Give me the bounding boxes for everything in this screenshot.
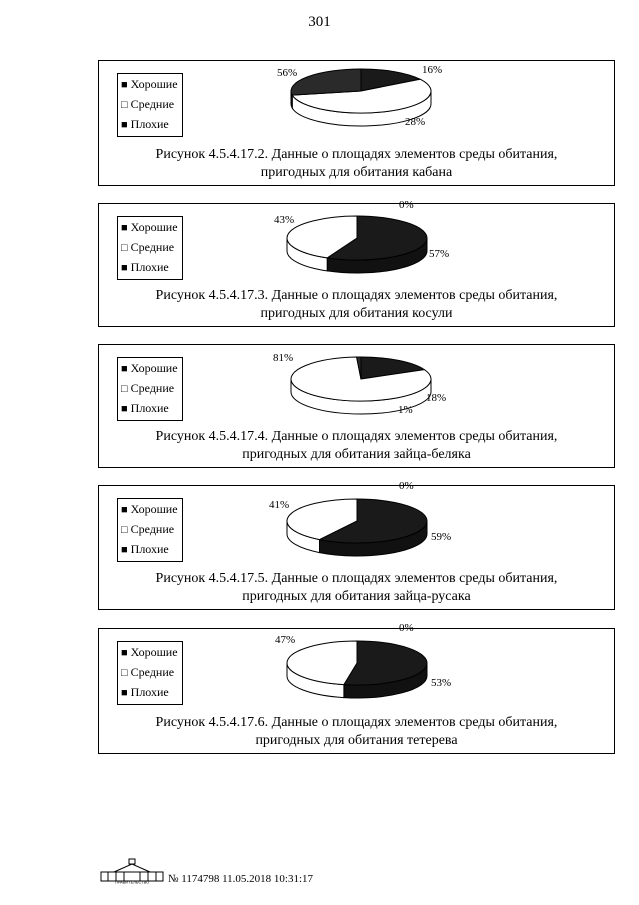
legend-item xyxy=(121,663,178,683)
legend-label: Плохие xyxy=(130,117,169,131)
caption-line: Рисунок 4.5.4.17.2. Данные о площадях элементов среды обитания, xyxy=(155,147,558,162)
legend-swatch-icon: ■ xyxy=(121,647,128,659)
caption-line: пригодных для обитания кабана xyxy=(260,165,453,180)
legend-swatch-icon: ■ xyxy=(121,262,128,274)
data-label: 56% xyxy=(277,67,298,79)
figure-2 xyxy=(98,199,615,327)
data-label: 43% xyxy=(274,214,295,226)
legend-item xyxy=(121,75,178,95)
legend xyxy=(117,498,183,562)
data-label: 53% xyxy=(431,677,452,689)
legend-label: Плохие xyxy=(130,542,169,556)
legend-label: Средние xyxy=(130,97,175,111)
caption-line: Рисунок 4.5.4.17.3. Данные о площадях элементов среды обитания, xyxy=(155,288,558,303)
pie-slice-Плохие xyxy=(291,69,361,95)
legend-swatch-icon: ■ xyxy=(121,504,128,516)
building-icon xyxy=(100,858,164,884)
legend xyxy=(117,73,183,137)
legend-item xyxy=(121,258,178,278)
figure-1 xyxy=(98,60,615,186)
legend-swatch-icon: ■ xyxy=(121,363,128,375)
legend-label: Хорошие xyxy=(130,220,178,234)
figure-4 xyxy=(98,480,615,610)
figure-caption xyxy=(99,714,614,750)
caption-line: пригодных для обитания зайца-беляка xyxy=(242,447,471,462)
figure-caption xyxy=(99,287,614,323)
legend-swatch-icon: ■ xyxy=(121,79,128,91)
legend-swatch-icon: ■ xyxy=(121,119,128,131)
legend-item xyxy=(121,520,178,540)
caption-line: пригодных для обитания тетерева xyxy=(255,733,458,748)
figure-caption xyxy=(99,428,614,464)
legend-item xyxy=(121,683,178,703)
legend-label: Плохие xyxy=(130,260,169,274)
legend-item xyxy=(121,218,178,238)
legend xyxy=(117,216,183,280)
legend-item xyxy=(121,500,178,520)
caption-line: Рисунок 4.5.4.17.4. Данные о площадях элементов среды обитания, xyxy=(155,429,558,444)
legend-label: Средние xyxy=(130,665,175,679)
legend-swatch-icon: ■ xyxy=(121,544,128,556)
legend-swatch-icon: □ xyxy=(121,524,128,536)
government-stamp xyxy=(100,858,164,889)
figure-caption xyxy=(99,570,614,606)
data-label: 18% xyxy=(426,392,447,404)
data-label: 81% xyxy=(273,352,294,364)
caption-line: Рисунок 4.5.4.17.5. Данные о площадях элементов среды обитания, xyxy=(155,571,558,586)
figure-3 xyxy=(98,344,615,468)
page-number: 301 xyxy=(308,14,331,30)
legend-item xyxy=(121,540,178,560)
legend-item xyxy=(121,379,178,399)
legend-swatch-icon: □ xyxy=(121,383,128,395)
data-label: 0% xyxy=(399,622,414,634)
legend-label: Хорошие xyxy=(130,77,178,91)
legend-item xyxy=(121,399,178,419)
legend-label: Хорошие xyxy=(130,645,178,659)
caption-line: пригодных для обитания зайца-русака xyxy=(242,589,471,604)
legend-label: Хорошие xyxy=(130,361,178,375)
legend-label: Хорошие xyxy=(130,502,178,516)
legend-label: Средние xyxy=(130,522,175,536)
legend-item xyxy=(121,643,178,663)
caption-line: Рисунок 4.5.4.17.6. Данные о площадях элементов среды обитания, xyxy=(155,715,558,730)
data-label: 41% xyxy=(269,499,290,511)
legend xyxy=(117,641,183,705)
figure-5 xyxy=(98,622,615,754)
legend-label: Плохие xyxy=(130,685,169,699)
legend-swatch-icon: □ xyxy=(121,99,128,111)
figure-caption xyxy=(99,146,614,182)
legend xyxy=(117,357,183,421)
data-label: 16% xyxy=(422,64,443,76)
data-label: 47% xyxy=(275,634,296,646)
legend-swatch-icon: □ xyxy=(121,667,128,679)
data-label: 57% xyxy=(429,248,450,260)
data-label: 28% xyxy=(405,116,426,128)
legend-swatch-icon: ■ xyxy=(121,222,128,234)
legend-swatch-icon: □ xyxy=(121,242,128,254)
legend-label: Плохие xyxy=(130,401,169,415)
document-number: № 1174798 11.05.2018 10:31:17 xyxy=(168,873,314,885)
legend-item xyxy=(121,115,178,135)
data-label: 0% xyxy=(399,480,414,492)
data-label: 59% xyxy=(431,531,452,543)
legend-item xyxy=(121,359,178,379)
data-label: 1% xyxy=(398,404,413,416)
caption-line: пригодных для обитания косули xyxy=(260,306,453,321)
legend-swatch-icon: ■ xyxy=(121,687,128,699)
legend-item xyxy=(121,238,178,258)
stamp-text: ПРАВИТЕЛЬСТВО xyxy=(114,879,150,884)
legend-label: Средние xyxy=(130,381,175,395)
legend-swatch-icon: ■ xyxy=(121,403,128,415)
legend-label: Средние xyxy=(130,240,175,254)
data-label: 0% xyxy=(399,199,414,211)
legend-item xyxy=(121,95,178,115)
